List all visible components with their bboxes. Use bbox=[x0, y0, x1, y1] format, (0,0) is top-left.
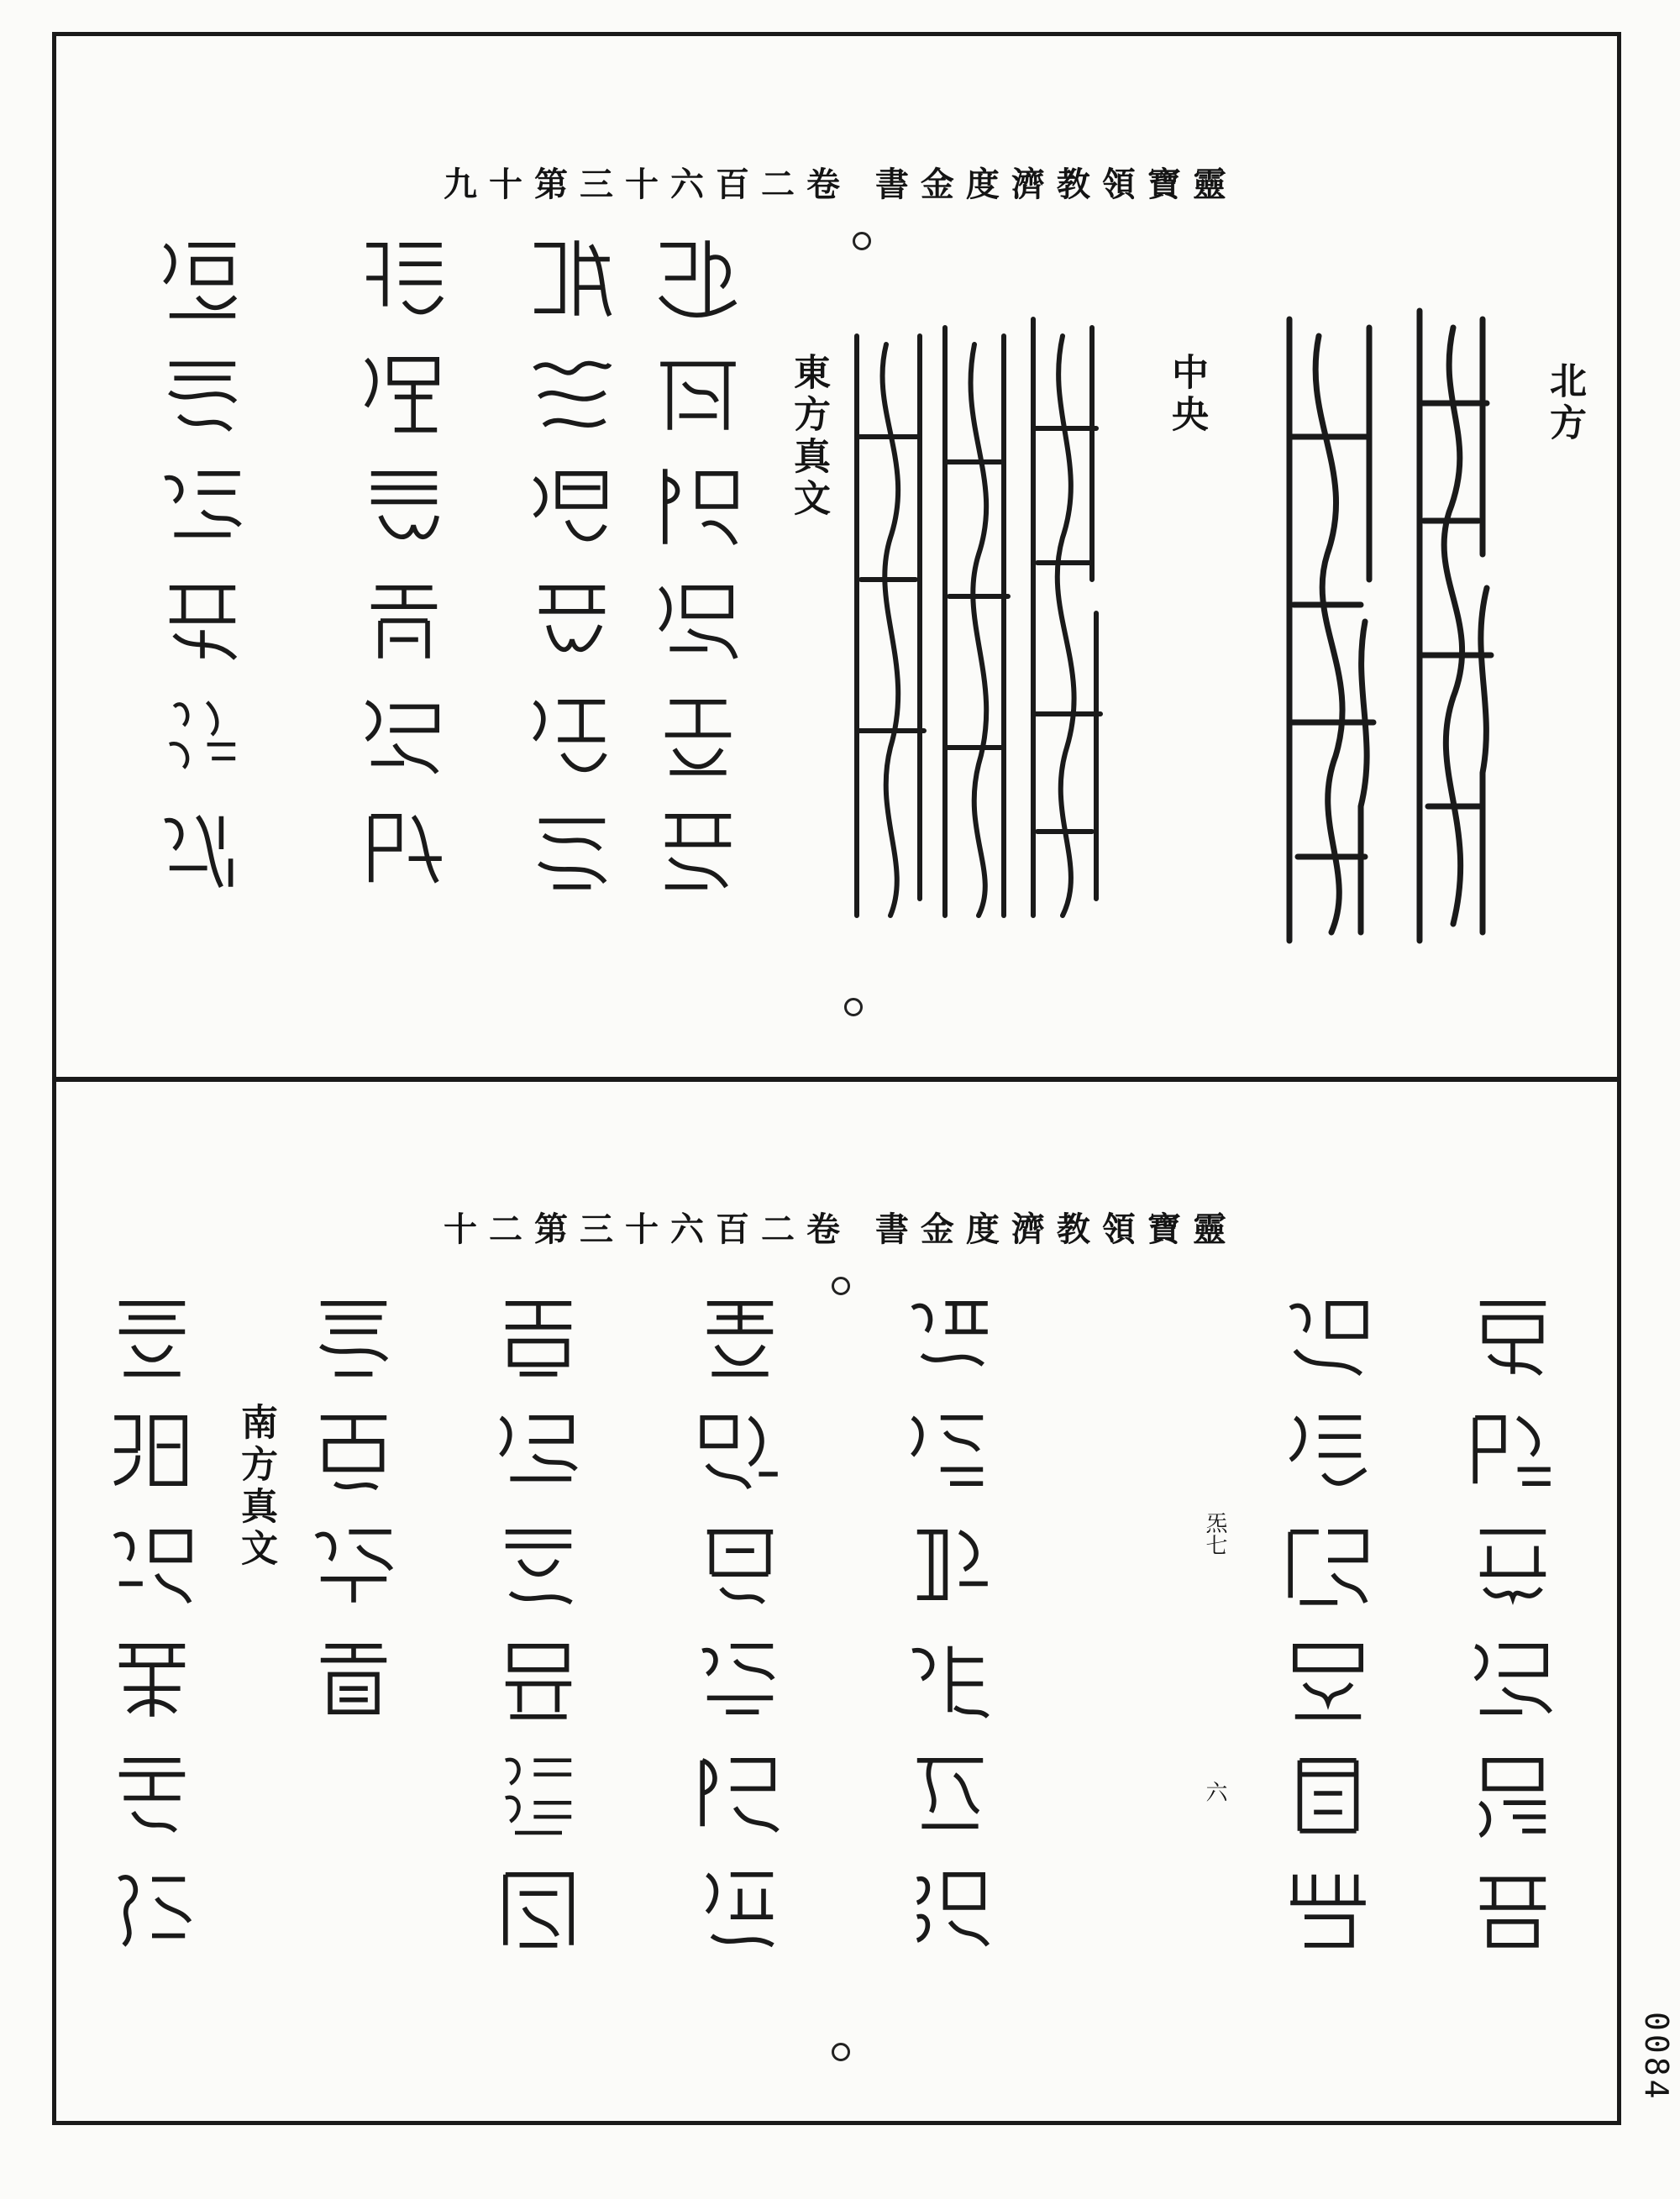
seal-character bbox=[647, 455, 749, 558]
bottom-page-header: 靈寶領教濟度金書 卷二百六十三第二十 bbox=[444, 1210, 1238, 1249]
seal-character bbox=[353, 798, 455, 900]
center-seal-column-3 bbox=[840, 311, 932, 924]
south-heading: 南方真文 bbox=[234, 1403, 277, 1571]
seal-character bbox=[689, 1285, 791, 1388]
seal-character bbox=[521, 455, 623, 558]
east-heading: 東方真文 bbox=[787, 353, 830, 521]
seal-character bbox=[151, 455, 254, 558]
bottom-seal-column-7 bbox=[101, 1285, 203, 1971]
seal-character bbox=[899, 1514, 1001, 1616]
seal-character bbox=[1277, 1285, 1379, 1388]
seal-character bbox=[101, 1856, 203, 1959]
seal-character bbox=[151, 227, 254, 329]
seal-character bbox=[1462, 1399, 1564, 1502]
seal-character bbox=[899, 1742, 1001, 1845]
seal-character bbox=[487, 1742, 590, 1845]
center-heading: 中央 bbox=[1165, 353, 1208, 437]
bottom-seal-column-3 bbox=[899, 1285, 1001, 1971]
center-seal-column-2 bbox=[932, 311, 1016, 924]
north-seal-column-2 bbox=[1277, 302, 1386, 949]
bottom-seal-column-1 bbox=[1462, 1285, 1564, 1971]
seal-character bbox=[689, 1514, 791, 1616]
section-marker bbox=[832, 1277, 850, 1295]
seal-character bbox=[353, 684, 455, 786]
seal-character bbox=[302, 1514, 405, 1616]
seal-character bbox=[151, 341, 254, 443]
page-number: 0084 bbox=[1638, 2012, 1675, 2102]
seal-character bbox=[487, 1856, 590, 1959]
bottom-seal-column-5 bbox=[487, 1285, 590, 1971]
east-seal-column-2 bbox=[521, 227, 623, 912]
seal-character bbox=[353, 455, 455, 558]
seal-character bbox=[1277, 1514, 1379, 1616]
seal-character bbox=[647, 798, 749, 900]
seal-character bbox=[647, 684, 749, 786]
seal-character bbox=[647, 227, 749, 329]
seal-character bbox=[689, 1742, 791, 1845]
seal-character bbox=[689, 1856, 791, 1959]
seal-character bbox=[353, 569, 455, 672]
seal-character bbox=[899, 1285, 1001, 1388]
seal-character bbox=[302, 1399, 405, 1502]
seal-character bbox=[1462, 1742, 1564, 1845]
section-marker bbox=[832, 2043, 850, 2061]
bottom-seal-column-4 bbox=[689, 1285, 791, 1971]
seal-character bbox=[899, 1399, 1001, 1502]
seal-character bbox=[1462, 1628, 1564, 1730]
annotation-note: 六 bbox=[1202, 1781, 1227, 1803]
seal-character bbox=[1462, 1856, 1564, 1959]
seal-character bbox=[1277, 1856, 1379, 1959]
seal-character bbox=[101, 1742, 203, 1845]
seal-character bbox=[689, 1399, 791, 1502]
seal-character bbox=[487, 1514, 590, 1616]
north-heading: 北方 bbox=[1543, 361, 1586, 445]
section-marker bbox=[853, 232, 871, 250]
seal-character bbox=[521, 227, 623, 329]
seal-character bbox=[899, 1856, 1001, 1959]
north-seal-column-1 bbox=[1403, 302, 1504, 949]
east-seal-column-1 bbox=[647, 227, 749, 912]
seal-character bbox=[101, 1285, 203, 1388]
seal-character bbox=[302, 1628, 405, 1730]
seal-character bbox=[487, 1628, 590, 1730]
bottom-seal-column-2 bbox=[1277, 1285, 1379, 1971]
east-seal-column-3 bbox=[353, 227, 455, 912]
seal-character bbox=[899, 1628, 1001, 1730]
seal-character bbox=[353, 341, 455, 443]
center-seal-column-1 bbox=[1016, 311, 1109, 924]
seal-character bbox=[302, 1285, 405, 1388]
seal-character bbox=[689, 1628, 791, 1730]
seal-character bbox=[101, 1628, 203, 1730]
seal-character bbox=[101, 1399, 203, 1502]
bottom-seal-column-6 bbox=[302, 1285, 405, 1742]
east-seal-column-4 bbox=[151, 227, 254, 912]
top-page-header: 靈寶領教濟度金書 卷二百六十三第十九 bbox=[444, 165, 1238, 204]
seal-character bbox=[521, 341, 623, 443]
annotation-note: 炁七 bbox=[1202, 1512, 1227, 1556]
seal-character bbox=[487, 1285, 590, 1388]
seal-character bbox=[151, 684, 254, 786]
seal-character bbox=[1277, 1742, 1379, 1845]
seal-character bbox=[151, 569, 254, 672]
seal-character bbox=[101, 1514, 203, 1616]
seal-character bbox=[1277, 1628, 1379, 1730]
seal-character bbox=[647, 569, 749, 672]
seal-character bbox=[647, 341, 749, 443]
seal-character bbox=[487, 1399, 590, 1502]
seal-character bbox=[353, 227, 455, 329]
seal-character bbox=[1462, 1514, 1564, 1616]
seal-character bbox=[521, 798, 623, 900]
seal-character bbox=[151, 798, 254, 900]
section-marker bbox=[844, 998, 863, 1016]
seal-character bbox=[521, 569, 623, 672]
seal-character bbox=[1277, 1399, 1379, 1502]
seal-character bbox=[521, 684, 623, 786]
seal-character bbox=[1462, 1285, 1564, 1388]
